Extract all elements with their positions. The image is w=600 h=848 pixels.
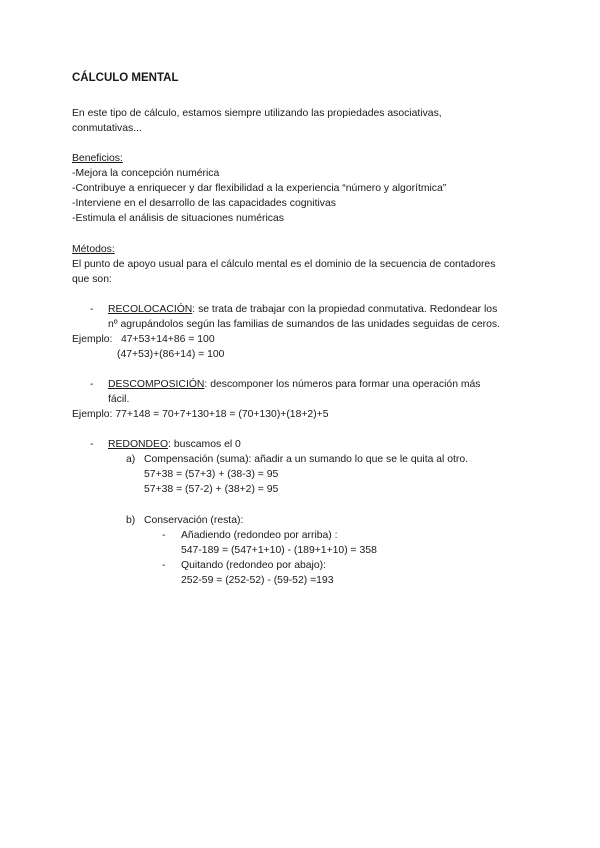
anadiendo-example: 547-189 = (547+1+10) - (189+1+10) = 358 — [181, 545, 377, 556]
beneficio-item: -Estimula el análisis de situaciones numéricas — [72, 213, 284, 224]
beneficios-heading: Beneficios: — [72, 153, 123, 164]
recolocacion-desc-2: nº agrupándolos según las familias de sumandos de las unidades seguidas de ceros. — [108, 319, 500, 330]
beneficio-item: -Mejora la concepción numérica — [72, 168, 220, 179]
anadiendo-text: Añadiendo (redondeo por arriba) : — [181, 530, 338, 541]
intro-line-1: En este tipo de cálculo, estamos siempre utilizando las propiedades asociativas, — [72, 108, 442, 119]
compensacion-example-2: 57+38 = (57-2) + (38+2) = 95 — [144, 484, 279, 495]
beneficio-item: -Contribuye a enriquecer y dar flexibilidad a la experiencia “número y algorítmica” — [72, 183, 447, 194]
recolocacion-term: RECOLOCACIÓN — [108, 304, 193, 315]
metodos-line-2: que son: — [72, 274, 112, 285]
descomposicion-item — [108, 377, 481, 392]
recolocacion-example-2: (47+53)+(86+14) = 100 — [117, 349, 225, 360]
recolocacion-example-label: Ejemplo: — [72, 334, 113, 345]
quitando-text: Quitando (redondeo por abajo): — [181, 560, 326, 571]
descomposicion-desc: : descomponer los números para formar una operación más — [204, 379, 481, 390]
sublist-label-b: b) — [126, 515, 136, 526]
list-bullet: - — [162, 530, 166, 541]
descomposicion-example: Ejemplo: 77+148 = 70+7+130+18 = (70+130)+(18+2)+5 — [72, 409, 329, 420]
descomposicion-desc-2: fácil. — [108, 394, 130, 405]
list-bullet: - — [162, 560, 166, 571]
list-bullet: - — [90, 439, 94, 450]
metodos-line-1: El punto de apoyo usual para el cálculo mental es el dominio de la secuencia de contadores — [72, 259, 496, 270]
intro-line-2: conmutativas... — [72, 123, 142, 134]
recolocacion-item — [108, 302, 497, 317]
compensacion-example-1: 57+38 = (57+3) + (38-3) = 95 — [144, 469, 279, 480]
sublist-label-a: a) — [126, 454, 136, 465]
metodos-heading: Métodos: — [72, 244, 115, 255]
recolocacion-example-1: 47+53+14+86 = 100 — [121, 334, 215, 345]
descomposicion-term: DESCOMPOSICIÓN — [108, 379, 205, 390]
redondeo-desc: : buscamos el 0 — [168, 439, 241, 450]
redondeo-item — [108, 437, 241, 452]
redondeo-term: REDONDEO — [108, 439, 169, 450]
list-bullet: - — [90, 379, 94, 390]
beneficio-item: -Interviene en el desarrollo de las capacidades cognitivas — [72, 198, 336, 209]
recolocacion-desc: : se trata de trabajar con la propiedad conmutativa. Redondear los — [192, 304, 498, 315]
list-bullet: - — [90, 304, 94, 315]
document-title: CÁLCULO MENTAL — [72, 72, 179, 84]
conservacion-text: Conservación (resta): — [144, 515, 244, 526]
quitando-example: 252-59 = (252-52) - (59-52) =193 — [181, 575, 334, 586]
compensacion-text: Compensación (suma): añadir a un sumando lo que se le quita al otro. — [144, 454, 469, 465]
